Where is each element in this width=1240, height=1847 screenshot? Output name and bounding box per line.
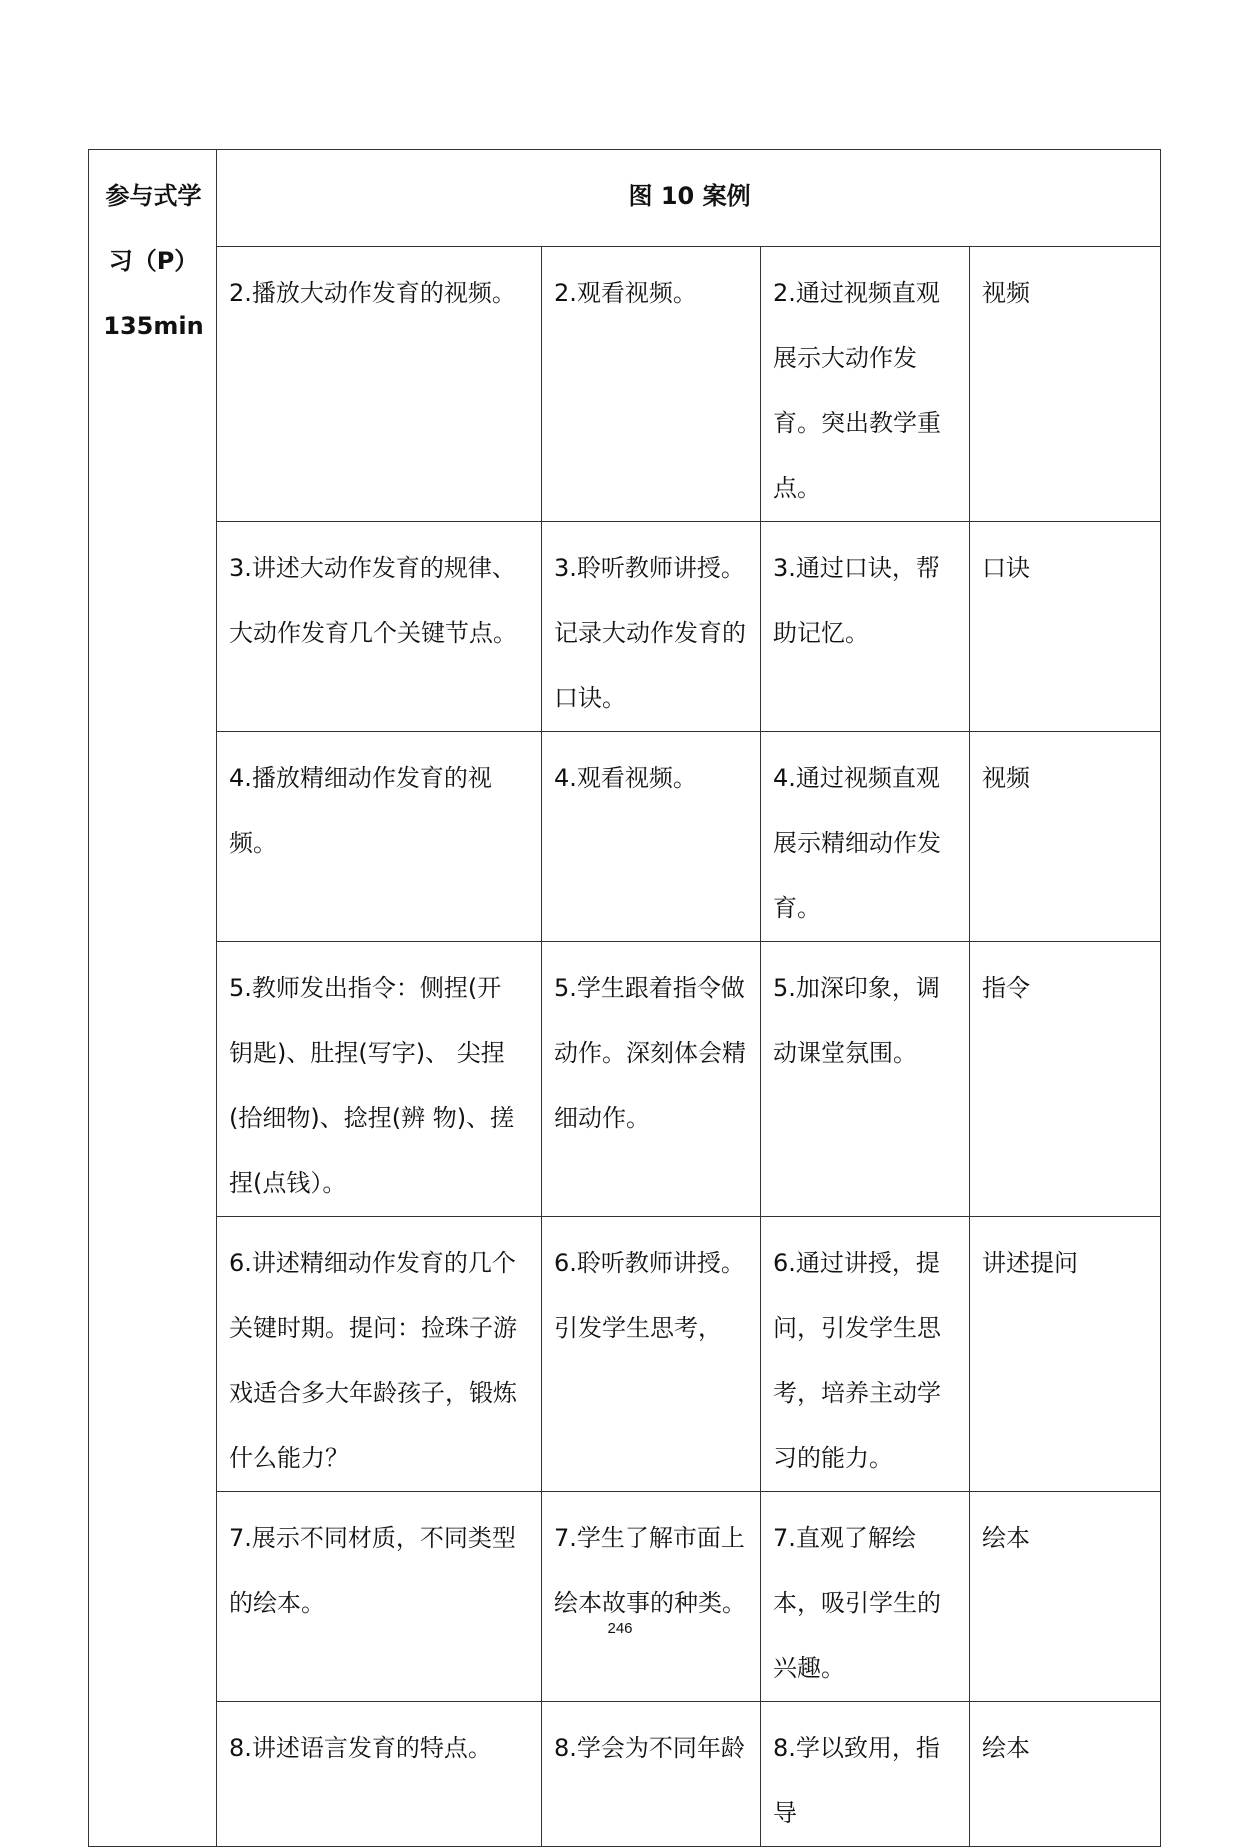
teaching-method-cell: 口诀: [970, 522, 1161, 732]
design-intent-cell: 2.通过视频直观展示大动作发育。突出教学重点。: [761, 247, 970, 522]
design-intent-cell: 5.加深印象，调动课堂氛围。: [761, 942, 970, 1217]
phase-label-line-1: 参与式学: [105, 182, 202, 210]
phase-cell: [89, 150, 217, 1847]
table-caption: 图 10 案例: [217, 150, 1161, 247]
teacher-activity-cell: 3.讲述大动作发育的规律、大动作发育几个关键节点。: [217, 522, 542, 732]
table-row: [89, 1702, 1161, 1847]
student-activity-cell: 4.观看视频。: [542, 732, 761, 942]
teaching-method-cell: 绘本: [970, 1702, 1161, 1847]
student-activity-cell: 5.学生跟着指令做动作。深刻体会精细动作。: [542, 942, 761, 1217]
teaching-method-cell: 视频: [970, 732, 1161, 942]
student-activity-cell: 7.学生了解市面上绘本故事的种类。: [542, 1492, 761, 1702]
table-row: [89, 942, 1161, 1217]
student-activity-cell: 8.学会为不同年龄: [542, 1702, 761, 1847]
page-number: 246: [607, 1620, 633, 1637]
table-row: [89, 522, 1161, 732]
design-intent-cell: 7.直观了解绘本，吸引学生的兴趣。: [761, 1492, 970, 1702]
teacher-activity-cell: 4.播放精细动作发育的视频。: [217, 732, 542, 942]
student-activity-cell: 2.观看视频。: [542, 247, 761, 522]
table-row: [89, 1492, 1161, 1702]
caption-row: [89, 150, 1161, 247]
table-row: [89, 732, 1161, 942]
teacher-activity-cell: 8.讲述语言发育的特点。: [217, 1702, 542, 1847]
student-activity-cell: 6.聆听教师讲授。引发学生思考，: [542, 1217, 761, 1492]
teacher-activity-cell: 7.展示不同材质，不同类型的绘本。: [217, 1492, 542, 1702]
lesson-plan-table: [88, 149, 1161, 1847]
phase-duration: 135min: [103, 312, 204, 340]
design-intent-cell: 4.通过视频直观展示精细动作发育。: [761, 732, 970, 942]
phase-label-line-2: 习（P）: [108, 247, 199, 275]
design-intent-cell: 8.学以致用，指导: [761, 1702, 970, 1847]
student-activity-cell: 3.聆听教师讲授。记录大动作发育的口诀。: [542, 522, 761, 732]
teacher-activity-cell: 2.播放大动作发育的视频。: [217, 247, 542, 522]
design-intent-cell: 3.通过口诀，帮助记忆。: [761, 522, 970, 732]
teacher-activity-cell: 5.教师发出指令：侧捏(开 钥匙)、肚捏(写字)、 尖捏(拾细物)、捻捏(辨 物)、搓捏(点钱）。: [217, 942, 542, 1217]
teaching-method-cell: 视频: [970, 247, 1161, 522]
table-row: [89, 1217, 1161, 1492]
design-intent-cell: 6.通过讲授，提问，引发学生思考，培养主动学习的能力。: [761, 1217, 970, 1492]
teaching-method-cell: 绘本: [970, 1492, 1161, 1702]
teacher-activity-cell: 6.讲述精细动作发育的几个关键时期。提问：捡珠子游戏适合多大年龄孩子，锻炼什么能力？: [217, 1217, 542, 1492]
teaching-method-cell: 指令: [970, 942, 1161, 1217]
teaching-method-cell: 讲述提问: [970, 1217, 1161, 1492]
table-row: [89, 247, 1161, 522]
